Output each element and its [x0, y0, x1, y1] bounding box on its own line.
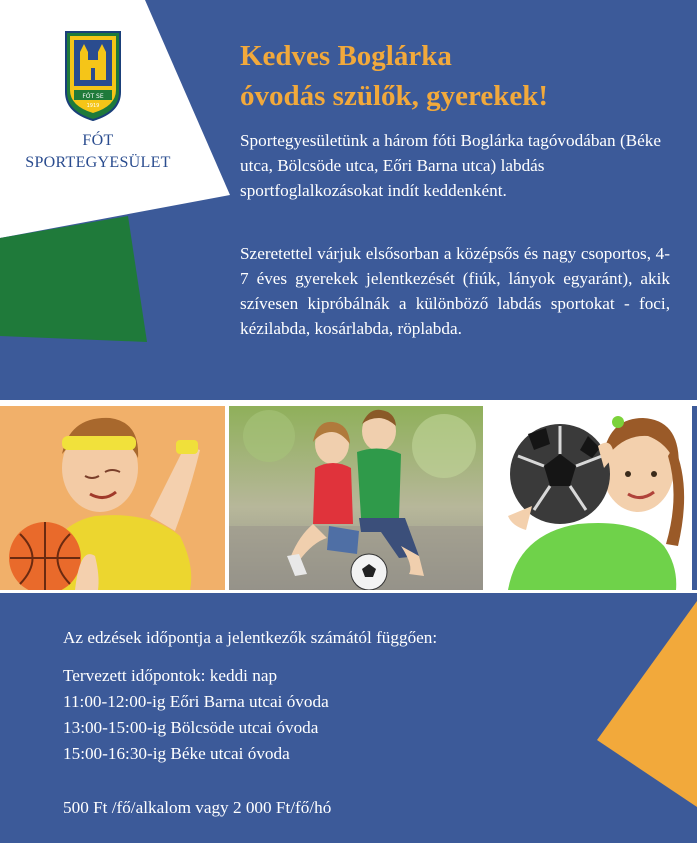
photo-strip-edge	[692, 406, 697, 590]
schedule-block	[63, 663, 329, 767]
schedule-slot: 11:00-12:00-ig Eőri Barna utcai óvoda	[63, 692, 329, 711]
schedule-intro: Az edzések időpontja a jelentkezők számától függően:	[63, 628, 438, 647]
price-text: 500 Ft /fő/alkalom vagy 2 000 Ft/fő/hó	[63, 798, 332, 817]
schedule-slot: 15:00-16:30-ig Béke utcai óvoda	[63, 744, 290, 763]
top-panel	[0, 0, 697, 400]
intro-paragraph-1: Sportegyesületünk a három fóti Boglárka tagóvodában (Béke utca, Bölcsöde utca, Eőri Barna utca) labdás sportfoglalkozásokat indít keddenként.	[240, 131, 661, 200]
bottom-panel	[0, 593, 697, 843]
headline	[240, 36, 690, 116]
club-name-line2: SPORTEGYESÜLET	[25, 154, 171, 171]
planned-label: Tervezett időpontok: keddi nap	[63, 666, 278, 685]
two-kids-soccer-ball-photo-icon	[229, 406, 483, 590]
club-crest-icon	[64, 30, 122, 122]
headline-line2: óvodás szülők, gyerekek!	[240, 80, 549, 112]
photo-two-kids	[229, 406, 483, 590]
photo-boy-basketball	[0, 406, 225, 590]
crest-text: FÓT SE	[82, 93, 104, 100]
bottom-margin	[0, 843, 697, 861]
crest-year: 1919	[86, 103, 100, 109]
schedule-slot: 13:00-15:00-ig Bölcsöde utcai óvoda	[63, 718, 319, 737]
girl-soccer-ball-photo-icon	[488, 406, 692, 590]
club-name-line1: FÓT	[82, 132, 114, 149]
intro-paragraph-2: Szeretettel várjuk elsősorban a középsős és nagy csoportos, 4-7 éves gyerekek jelentkezését (fiúk, lányok egyaránt), akik szívesen kipróbálnák a különböző labdás sportokat - foci, kézilabda, kosárlabda, röplabda.	[240, 244, 670, 338]
club-name	[10, 130, 186, 174]
photo-girl-ball	[488, 406, 692, 590]
boy-basketball-photo-icon	[0, 406, 225, 590]
headline-line1: Kedves Boglárka	[240, 40, 452, 72]
